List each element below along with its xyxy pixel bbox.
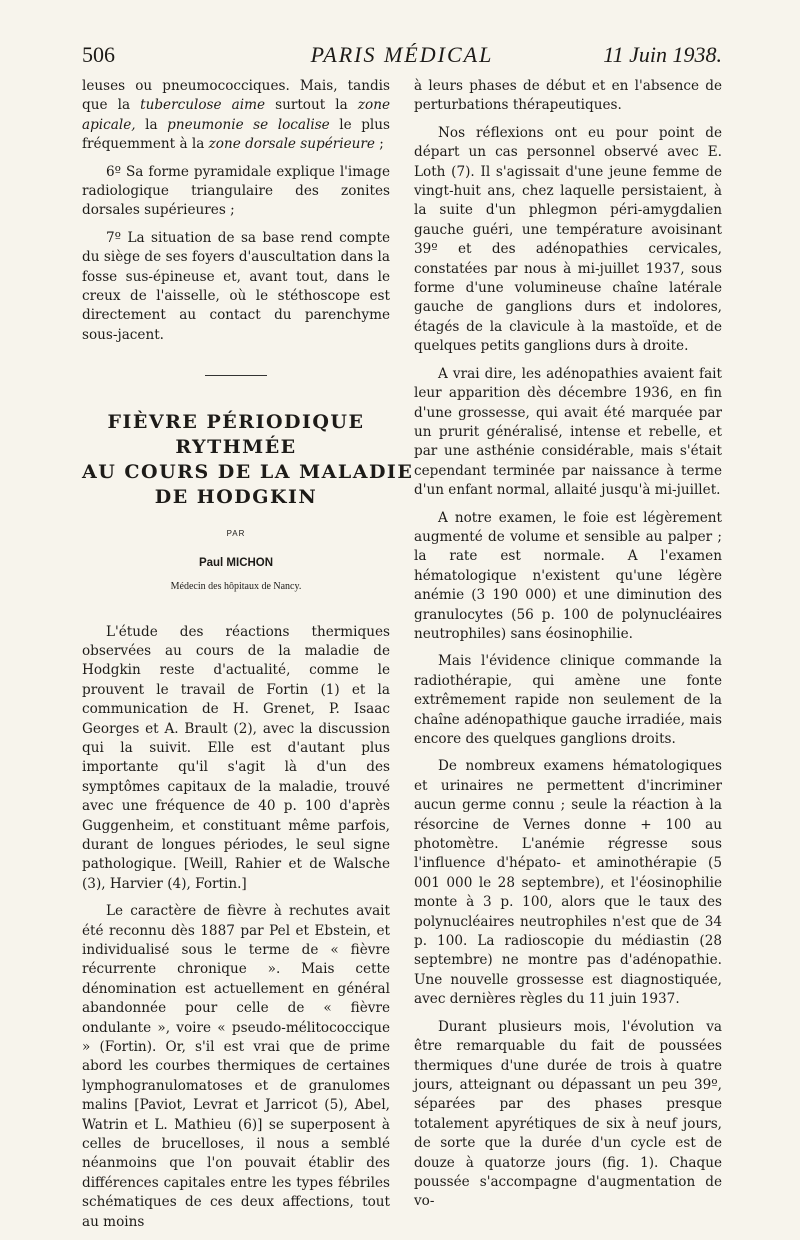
title-line: RYTHMÉE: [175, 436, 297, 459]
emphasis: tuberculose aime: [140, 97, 266, 114]
left-column: [82, 77, 414, 1240]
page-header: [82, 40, 722, 74]
paragraph: Durant plusieurs mois, l'évolution va être remarquable du fait de poussées thermiques d'une durée de trois à quatre jours, atteignant ou dépassant un peu 39º, séparées par des phases presque totalement apyrétiques de six à neuf jours, de sorte que la durée d'un cycle est de douze à quatorze jours (fig. 1). Chaque poussée s'accompagne d'augmentation de vo-: [414, 1018, 722, 1210]
byline: PAR: [226, 529, 246, 539]
title-line: AU COURS DE LA MALADIE: [82, 461, 414, 484]
paragraph: A vrai dire, les adénopathies avaient fait leur apparition dès décembre 1936, en fin d'une grossesse, qui avait été marquée par un prurit généralisé, intense et rebelle, et par une asthénie considérable, mais s'était cependant terminée par naissance à terme d'un enfant normal, allaité jusqu'à mi-juillet.: [414, 365, 722, 499]
emphasis: zone dorsale supérieure: [208, 136, 375, 153]
text-run: la: [135, 116, 168, 133]
paragraph: [82, 77, 390, 155]
paragraph: A notre examen, le foie est légèrement augmenté de volume et sensible au palper ; la rate est normale. A l'examen hématologique n'existent qu'une légère anémie (3 190 000) et une diminution des granulocytes (56 p. 100 de polynucléaires neutrophiles) sans éosinophilie.: [414, 509, 722, 642]
journal-title: PARIS MÉDICAL: [310, 42, 494, 67]
paragraph: Mais l'évidence clinique commande la radiothérapie, qui amène une fonte extrêmement rapide non seulement de la chaîne adénopathique gauche irradiée, mais encore des quelques ganglions droits.: [414, 653, 722, 747]
title-line: DE HODGKIN: [154, 486, 318, 509]
issue-date: 11 Juin 1938.: [603, 42, 722, 67]
paragraph: L'étude des réactions thermiques observées au cours de la maladie de Hodgkin reste d'actualité, comme le prouvent le travail de Fortin (1) et la communication de H. Grenet, P. Isaac Georges et A. Brault (2), avec la discussion qui la suivit. Elle est d'autant plus importante qu'il s'agit là d'un des symptômes capitaux de la maladie, trouvé avec une fréquence de 40 p. 100 d'après Guggenheim, et constituant même parfois, durant de longues périodes, le seul signe pathologique. [Weill, Rahier et de Walsche (3), Harvier (4), Fortin.]: [82, 623, 390, 892]
paragraph: De nombreux examens hématologiques et urinaires ne permettent d'incriminer aucun germe connu ; seule la réaction à la résorcine de Vernes donne + 100 au photomètre. L'anémie régresse sous l'influence d'hépato- et aminothérapie (5 001 000 le 28 septembre), et l'éosinophilie monte à 3 p. 100, alors que le taux des polynucléaires neutrophiles n'est que de 34 p. 100. La radioscopie du médiastin (28 septembre) ne montre pas d'adénopathie. Une nouvelle grossesse est diagnostiquée, avec dernières règles du 11 juin 1937.: [414, 758, 722, 1008]
text-run: ;: [374, 136, 384, 153]
paragraph: Le caractère de fièvre à rechutes avait été reconnu dès 1887 par Pel et Ebstein, et individualisé sous le terme de « fièvre récurrente chronique ». Mais cette dénomination est actuellement en général abandonnée pour celle de « fièvre ondulante », voire « pseudo-mélitococcique » (Fortin). Or, s'il est vrai que de prime abord les courbes thermiques de certaines lymphogranulomatoses et de granulomes malins [Paviot, Levrat et Jarricot (5), Abel, Watrin et L. Mathieu (6)] se superposent à celles de brucelloses, il nous a semblé néanmoins que l'on pouvait établir des différences capitales entre les types fébriles schématiques de ces deux affections, tout au moins: [82, 903, 390, 1230]
section-divider: [205, 375, 267, 376]
paragraph: Nos réflexions ont eu pour point de départ un cas personnel observé avec E. Loth (7). Il s'agissait d'une jeune femme de vingt-huit ans, chez laquelle persistaient, à la suite d'un phlegmon péri-amygdalien gauche guéri, une température avoisinant 39º et des adénopathies cervicales, constatées par nous à mi-juillet 1937, sous forme d'une volumineuse chaîne latérale gauche de ganglions durs et indolores, étagés de la clavicule à la mastoïde, et de quelques petits ganglions durs à droite.: [414, 124, 722, 355]
author-affiliation: Médecin des hôpitaux de Nancy.: [170, 581, 302, 593]
right-column: [414, 77, 722, 1220]
text-run: leuses ou pneumococciques. Mais, tandis que la: [82, 78, 390, 114]
paragraph: 7º La situation de sa base rend compte du siège de ses foyers d'auscultation dans la fosse sus-épineuse et, avant tout, dans le creux de l'aisselle, où le stéthoscope est directement au contact du parenchyme sous-jacent.: [82, 229, 390, 343]
author-name: Paul MICHON: [198, 556, 274, 569]
text-run: le plus fréquemment à la: [82, 116, 390, 153]
article-title: [82, 410, 414, 510]
emphasis: pneumonie se localise: [167, 116, 330, 133]
paragraph: 6º Sa forme pyramidale explique l'image radiologique triangulaire des zonites dorsales supérieures ;: [82, 163, 390, 219]
text-run: surtout la: [265, 97, 358, 114]
emphasis: zone apicale,: [82, 97, 390, 133]
paragraph: à leurs phases de début et en l'absence de perturbations thérapeutiques.: [414, 78, 722, 114]
page-number: 506: [82, 42, 115, 67]
title-line: FIÈVRE PÉRIODIQUE: [107, 411, 365, 434]
